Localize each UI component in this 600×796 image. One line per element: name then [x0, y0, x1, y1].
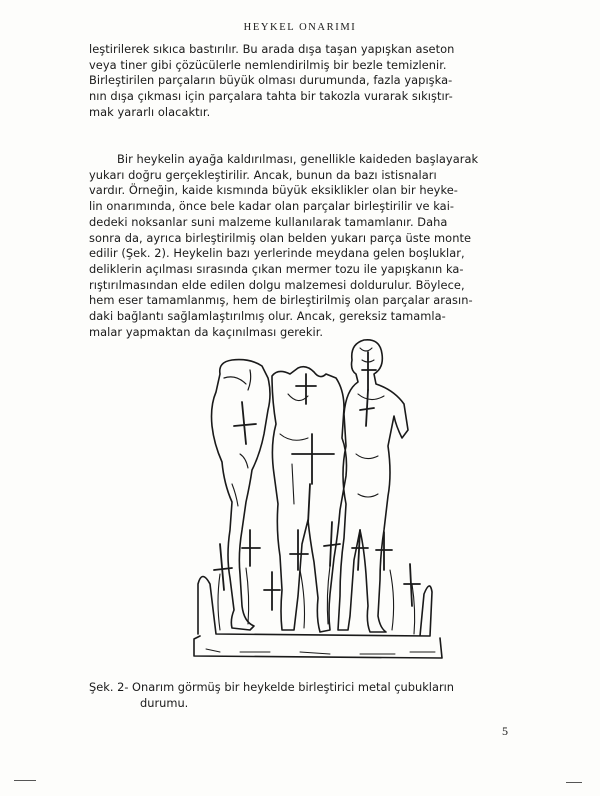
left-figure	[212, 360, 271, 630]
text-line: nın dışa çıkması için parçalara tahta bir takozla vurarak sıkıştır-	[89, 89, 453, 104]
caption-line: Şek. 2- Onarım görmüş bir heykelde birleştirici metal çubukların	[89, 680, 455, 694]
text-line: vardır. Örneğin, kaide kısmında büyük eksiklikler olan bir heyke-	[89, 183, 458, 198]
scan-mark	[14, 780, 36, 781]
scan-mark	[566, 782, 582, 783]
paragraph-1	[89, 42, 513, 121]
text-line: yukarı doğru gerçekleştirilir. Ancak, bunun da bazı istisnaları	[89, 167, 437, 182]
text-line: mak yararlı olacaktır.	[89, 104, 211, 119]
figure-caption	[89, 680, 529, 711]
text-line: Bir heykelin ayağa kaldırılması, genellikle kaideden başlayarak	[117, 152, 479, 166]
text-line: rıştırılmasından elde edilen dolgu malzemesi doldurulur. Böylece,	[89, 277, 465, 292]
text-line: sonra da, ayrıca birleştirilmiş olan belden yukarı parça üste monte	[89, 230, 472, 245]
text-line: daki bağlantı sağlamlaştırılmış olur. Ancak, gereksiz tamamla-	[89, 309, 446, 324]
right-figure	[338, 340, 408, 632]
text-line: lin onarımında, önce bele kadar olan parçalar birleştirilir ve kai-	[89, 199, 455, 214]
text-line: deliklerin açılması sırasında çıkan mermer tozu ile yapışkanın ka-	[89, 261, 464, 276]
paragraph-2	[89, 152, 513, 340]
text-line: Birleştirilen parçaların büyük olması durumunda, fazla yapışka-	[89, 73, 453, 88]
text-line: leştirilerek sıkıca bastırılır. Bu arada dışa taşan yapışkan aseton	[89, 42, 455, 56]
text-line: hem eser tamamlanmış, hem de birleştirilmiş olan parçalar arasın-	[89, 293, 473, 308]
text-line: edilir (Şek. 2). Heykelin bazı yerlerinde meydana gelen boşluklar,	[89, 246, 465, 261]
text-line: malar yapmaktan da kaçınılması gerekir.	[89, 324, 324, 339]
text-line: dedeki noksanlar suni malzeme kullanılarak tamamlanır. Daha	[89, 214, 448, 229]
page-number: 5	[502, 724, 508, 738]
running-header: HEYKEL ONARIMI	[243, 22, 357, 33]
caption-line: durumu.	[140, 695, 189, 710]
sculpture-figure	[180, 334, 450, 664]
text-line: veya tiner gibi çözücülerle nemlendirilmiş bir bezle temizlenir.	[89, 57, 447, 72]
